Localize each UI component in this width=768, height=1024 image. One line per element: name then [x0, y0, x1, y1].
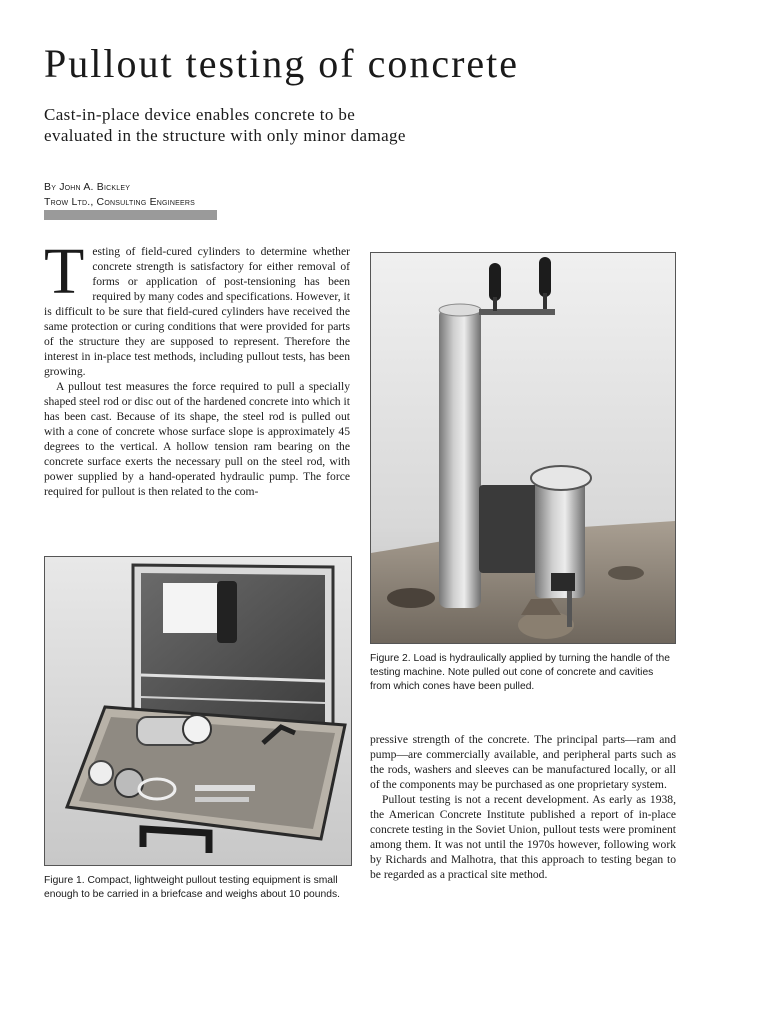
- paragraph-3: pressive strength of the concrete. The principal parts—ram and pump—are commercially available, and peripheral parts such as the rods, washers and sleeves can be manufactured locally, or all of the components may be purchased as one proprietary system.: [370, 733, 676, 791]
- figure-1-photo: [44, 556, 352, 866]
- drop-cap: T: [44, 235, 85, 308]
- byline-rule: [44, 210, 217, 220]
- subtitle-line-1: Cast-in-place device enables concrete to be: [44, 105, 356, 124]
- figure-2-photo: [370, 252, 676, 644]
- paragraph-2: A pullout test measures the force required to pull a specially shaped steel rod or disc out of the hardened concrete into which it has been cast. Because of its shape, the steel rod is pulled out with a cone of concrete whose surface slope is approximately 45 degrees to the vertical. A hollow tension ram bearing on the concrete surface exerts the necessary pull on the steel rod, with power supplied by a hand-operated hydraulic pump. The force required for pullout is then related to the com-: [44, 380, 350, 498]
- article-subtitle: [44, 104, 564, 146]
- figure-2-caption: Figure 2. Load is hydraulically applied by turning the handle of the testing machine. Note pulled out cone of concrete and cavities from which cones have been pulled.: [370, 653, 670, 692]
- paragraph-4: Pullout testing is not a recent development. As early as 1938, the American Concrete Institute published a report of in-place concrete testing in the Soviet Union, pullout tests were prominent among them. It was not until the 1970s however, following work by Richards and Malhotra, that this approach to testing began to be regarded as a practical site method.: [370, 793, 676, 881]
- figure-1-caption: Figure 1. Compact, lightweight pullout testing equipment is small enough to be carried in a briefcase and weighs about 10 pounds.: [44, 875, 340, 900]
- article-title: Pullout testing of concrete: [44, 41, 520, 86]
- subtitle-line-2: evaluated in the structure with only minor damage: [44, 126, 406, 145]
- byline-author: By John A. Bickley: [44, 181, 131, 193]
- byline: [44, 180, 195, 210]
- paragraph-1: esting of field-cured cylinders to determine whether concrete strength is satisfactory for either removal of forms or application of post-tensioning has been required by many codes and specifications. However, it is difficult to be sure that field-cured cylinders have received the same protection or curing conditions that were provided for parts of the structure they are supposed to represent. Therefore the interest in in-place test methods, including pullout tests, has been growing.: [44, 245, 350, 378]
- right-column-text: [370, 732, 676, 882]
- left-column-text: [44, 235, 350, 499]
- byline-affiliation: Trow Ltd., Consulting Engineers: [44, 196, 195, 208]
